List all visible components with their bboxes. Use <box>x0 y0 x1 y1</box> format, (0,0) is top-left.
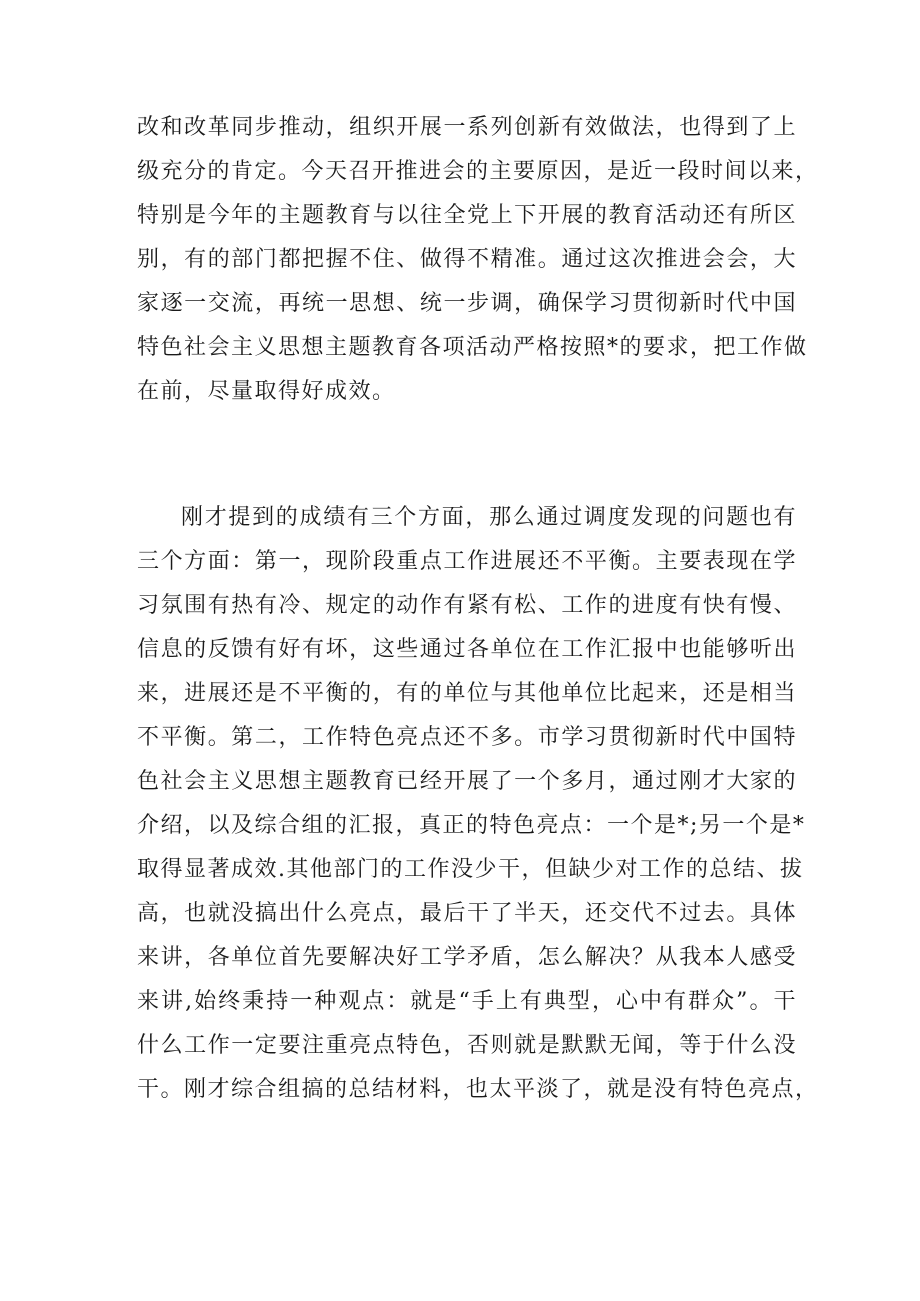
paragraph-line: 改和改革同步推动，组织开展一系列创新有效做法，也得到了上 <box>137 115 797 140</box>
paragraph-line: 介绍，以及综合组的汇报，真正的特色亮点：一个是*;另一个是* <box>137 813 806 838</box>
paragraph-line: 来讲,始终秉持一种观点：就是“手上有典型，心中有群众”。干 <box>137 989 797 1014</box>
paragraph-line: 刚才提到的成绩有三个方面，那么通过调度发现的问题也有 <box>181 505 797 530</box>
paragraph-line: 取得显著成效.其他部门的工作没少干，但缺少对工作的总结、拔 <box>137 857 804 882</box>
paragraph-line: 别，有的部门都把握不住、做得不精准。通过这次推进会会，大 <box>137 247 797 272</box>
paragraph-line: 来，进展还是不平衡的，有的单位与其他单位比起来，还是相当 <box>137 681 797 706</box>
paragraph-line: 级充分的肯定。今天召开推进会的主要原因，是近一段时间以来， <box>137 159 819 184</box>
paragraph-line: 在前，尽量取得好成效。 <box>137 379 396 404</box>
paragraph-line: 干。刚才综合组搞的总结材料，也太平淡了，就是没有特色亮点， <box>137 1077 819 1102</box>
paragraph-line: 三个方面：第一，现阶段重点工作进展还不平衡。主要表现在学 <box>137 549 797 574</box>
paragraph-line: 高，也就没搞出什么亮点，最后干了半天，还交代不过去。具体 <box>137 901 797 926</box>
paragraph-line: 特色社会主义思想主题教育各项活动严格按照*的要求，把工作做 <box>137 335 808 360</box>
paragraph-line: 特别是今年的主题教育与以往全党上下开展的教育活动还有所区 <box>137 203 797 228</box>
paragraph-line: 习氛围有热有冷、规定的动作有紧有松、工作的进度有快有慢、 <box>137 593 797 618</box>
paragraph-line: 信息的反馈有好有坏，这些通过各单位在工作汇报中也能够听出 <box>137 637 797 662</box>
paragraph-line: 什么工作一定要注重亮点特色，否则就是默默无闻，等于什么没 <box>137 1033 797 1058</box>
paragraph-line: 来讲，各单位首先要解决好工学矛盾，怎么解决？从我本人感受 <box>137 945 797 970</box>
paragraph-line: 色社会主义思想主题教育已经开展了一个多月，通过刚才大家的 <box>137 769 797 794</box>
paragraph-line: 家逐一交流，再统一思想、统一步调，确保学习贯彻新时代中国 <box>137 291 797 316</box>
paragraph-line: 不平衡。第二，工作特色亮点还不多。市学习贯彻新时代中国特 <box>137 725 797 750</box>
paragraph-2 <box>137 496 819 1112</box>
paragraph-1 <box>137 106 819 414</box>
